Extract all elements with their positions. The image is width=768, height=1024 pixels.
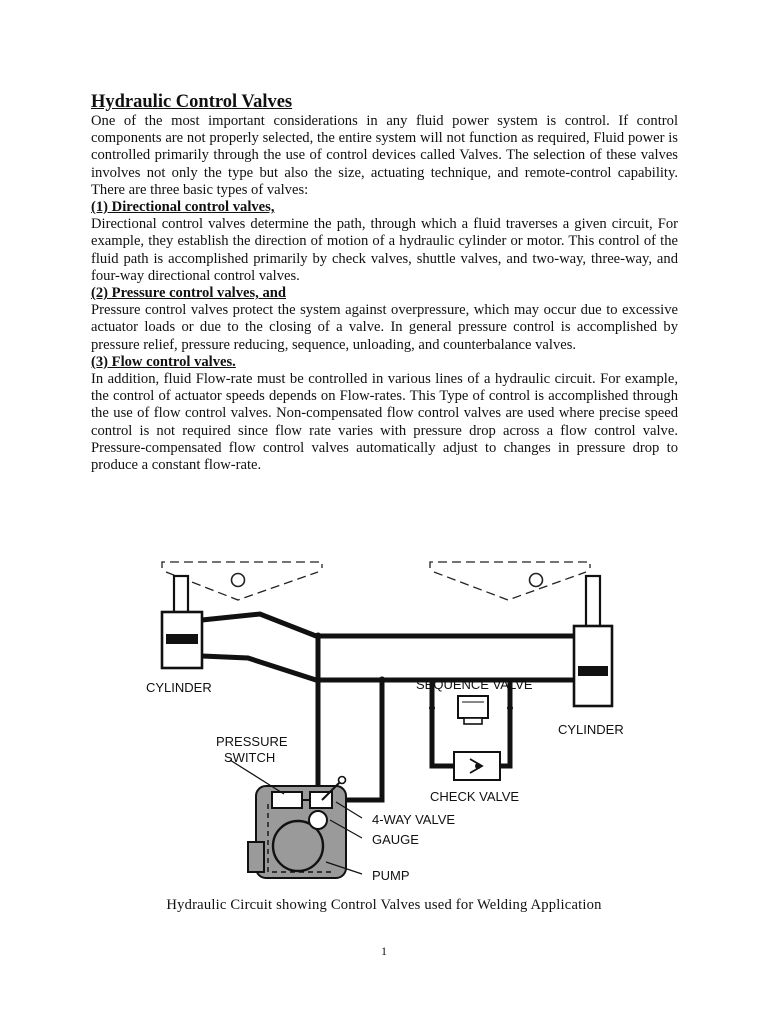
label-check-valve: CHECK VALVE <box>430 789 520 804</box>
section-body-flow: In addition, fluid Flow-rate must be controlled in various lines of a hydraulic circuit. For example, the control of actuator speeds depends on Flow-rates. This Type of control is accomplished through the use of flow control valves. Non-compensated flow control valves are used where precise speed control is not required since flow rate varies with pressure drop across a flow control valve. Pressure-compensated flow control valves automatically adjust to changes in pressure drop to produce a constant flow-rate. <box>91 371 678 474</box>
label-gauge: GAUGE <box>372 832 419 847</box>
right-cylinder <box>574 576 612 706</box>
check-valve <box>454 752 500 780</box>
hydraulic-circuit-diagram <box>120 556 640 896</box>
label-pressure: PRESSURE <box>216 734 288 749</box>
section-heading-flow: (3) Flow control valves. <box>91 353 236 370</box>
label-pump: PUMP <box>372 868 410 883</box>
label-four-way-valve: 4-WAY VALVE <box>372 812 456 827</box>
sequence-valve <box>458 696 488 724</box>
page-number: 1 <box>381 944 387 958</box>
section-body-directional: Directional control valves determine the path, through which a fluid traverses a given circuit, For example, they establish the direction of motion of a hydraulic cylinder or motor. This control of the fluid path is accomplished primarily by check valves, shuttle valves, and two-way, three-way, and four-way directional control valves. <box>91 216 678 284</box>
hydraulic-lines <box>202 614 574 800</box>
gauge <box>309 811 327 829</box>
intro-paragraph: One of the most important considerations in any fluid power system is control. If control components are not properly selected, the entire system will not function as required, Fluid power is controlled primarily through the use of control devices called Valves. The selection of these valves involves not only the type but also the size, actuating technique, and remote-control capability. There are three basic types of valves: <box>91 113 678 198</box>
left-cylinder <box>162 576 202 668</box>
section-heading-pressure: (2) Pressure control valves, and <box>91 285 286 302</box>
document-body <box>91 113 678 474</box>
page-title: Hydraulic Control Valves <box>91 92 293 112</box>
right-fixture <box>430 562 590 600</box>
figure-caption: Hydraulic Circuit showing Control Valves used for Welding Application <box>166 897 602 913</box>
section-heading-directional: (1) Directional control valves, <box>91 199 275 216</box>
label-cylinder-left: CYLINDER <box>146 680 212 695</box>
hydraulic-circuit-figure <box>120 556 640 896</box>
label-cylinder-right: CYLINDER <box>558 722 624 737</box>
section-body-pressure: Pressure control valves protect the system against overpressure, which may occur due to excessive actuator loads or due to the closing of a valve. In general pressure control is accomplished by pressure relief, pressure reducing, sequence, unloading, and counterbalance valves. <box>91 302 678 353</box>
label-switch: SWITCH <box>224 750 276 765</box>
label-sequence-valve: SEQUENCE VALVE <box>416 677 533 692</box>
